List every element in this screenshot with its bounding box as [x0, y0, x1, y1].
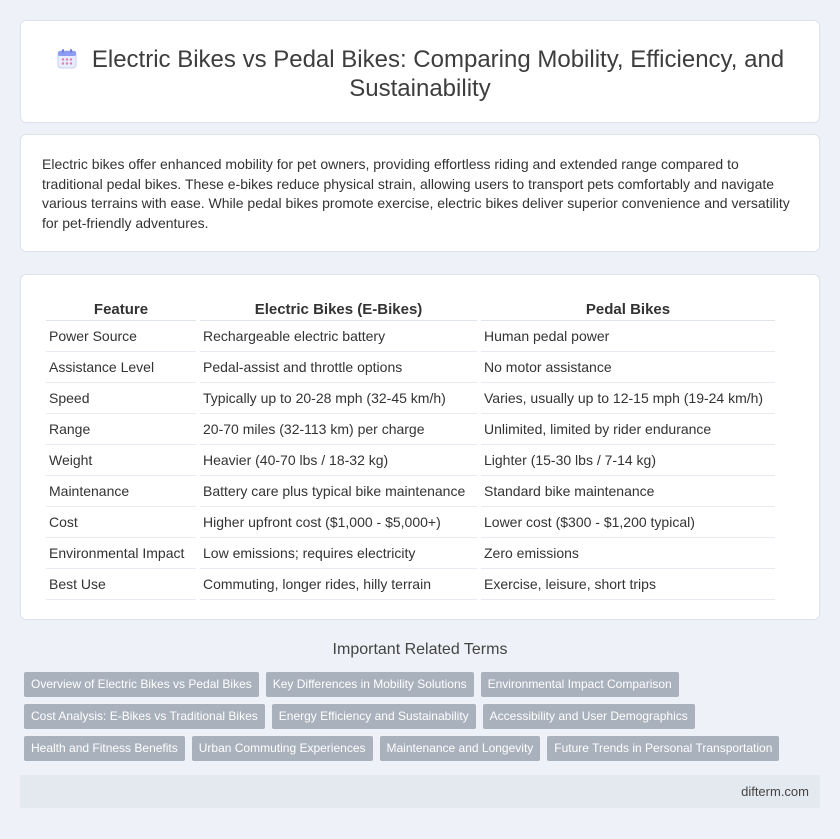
related-term-tag[interactable]: Health and Fitness Benefits — [24, 736, 185, 761]
electric-cell: Rechargeable electric battery — [200, 321, 477, 352]
electric-cell: Low emissions; requires electricity — [200, 538, 477, 569]
pedal-cell: Lighter (15-30 lbs / 7-14 kg) — [481, 445, 775, 476]
footer-site-link[interactable]: difterm.com — [741, 784, 809, 799]
table-header-row — [46, 295, 775, 321]
intro-card — [20, 134, 820, 252]
calendar-icon — [56, 48, 78, 70]
related-terms-row-3 — [24, 736, 779, 761]
table-row — [46, 414, 775, 445]
related-term-tag[interactable]: Maintenance and Longevity — [380, 736, 541, 761]
related-terms-row-2 — [24, 704, 695, 729]
pedal-cell: Standard bike maintenance — [481, 476, 775, 507]
feature-cell: Speed — [46, 383, 196, 414]
related-term-tag[interactable]: Overview of Electric Bikes vs Pedal Bikes — [24, 672, 259, 697]
pedal-cell: Unlimited, limited by rider endurance — [481, 414, 775, 445]
related-terms-title: Important Related Terms — [332, 641, 508, 658]
pedal-cell: Zero emissions — [481, 538, 775, 569]
table-row — [46, 383, 775, 414]
comparison-table — [42, 295, 779, 600]
feature-cell: Environmental Impact — [46, 538, 196, 569]
related-term-tag[interactable]: Environmental Impact Comparison — [481, 672, 679, 697]
related-term-tag[interactable]: Future Trends in Personal Transportation — [547, 736, 779, 761]
column-header-feature: Feature — [46, 295, 196, 321]
footer — [20, 775, 820, 808]
electric-cell: Typically up to 20-28 mph (32-45 km/h) — [200, 383, 477, 414]
column-header-pedal: Pedal Bikes — [481, 295, 775, 321]
pedal-cell: No motor assistance — [481, 352, 775, 383]
feature-cell: Range — [46, 414, 196, 445]
related-term-tag[interactable]: Accessibility and User Demographics — [483, 704, 695, 729]
table-row — [46, 321, 775, 352]
related-term-tag[interactable]: Urban Commuting Experiences — [192, 736, 373, 761]
feature-cell: Cost — [46, 507, 196, 538]
header-card — [20, 20, 820, 123]
electric-cell: Pedal-assist and throttle options — [200, 352, 477, 383]
related-term-tag[interactable]: Key Differences in Mobility Solutions — [266, 672, 474, 697]
intro-paragraph: Electric bikes offer enhanced mobility for pet owners, providing effortless riding and extended range compared to traditional pedal bikes. These e-bikes reduce physical strain, allowing users to transport pets comfortably and navigate various terrains with ease. While pedal bikes promote exercise, electric bikes deliver superior convenience and versatility for pet-friendly adventures. — [42, 156, 790, 231]
comparison-card — [20, 274, 820, 620]
table-row — [46, 507, 775, 538]
feature-cell: Power Source — [46, 321, 196, 352]
related-terms-row-1 — [24, 672, 679, 697]
table-row — [46, 445, 775, 476]
pedal-cell: Lower cost ($300 - $1,200 typical) — [481, 507, 775, 538]
feature-cell: Best Use — [46, 569, 196, 600]
feature-cell: Maintenance — [46, 476, 196, 507]
page-title-text: Electric Bikes vs Pedal Bikes: Comparing Mobility, Efficiency, and Sustainability — [91, 46, 785, 102]
table-row — [46, 352, 775, 383]
electric-cell: Commuting, longer rides, hilly terrain — [200, 569, 477, 600]
electric-cell: 20-70 miles (32-113 km) per charge — [200, 414, 477, 445]
table-row — [46, 569, 775, 600]
related-term-tag[interactable]: Energy Efficiency and Sustainability — [272, 704, 476, 729]
feature-cell: Assistance Level — [46, 352, 196, 383]
pedal-cell: Human pedal power — [481, 321, 775, 352]
table-row — [46, 538, 775, 569]
feature-cell: Weight — [46, 445, 196, 476]
electric-cell: Higher upfront cost ($1,000 - $5,000+) — [200, 507, 477, 538]
column-header-electric: Electric Bikes (E-Bikes) — [200, 295, 477, 321]
pedal-cell: Exercise, leisure, short trips — [481, 569, 775, 600]
page-title — [21, 45, 819, 103]
electric-cell: Battery care plus typical bike maintenance — [200, 476, 477, 507]
table-row — [46, 476, 775, 507]
electric-cell: Heavier (40-70 lbs / 18-32 kg) — [200, 445, 477, 476]
related-term-tag[interactable]: Cost Analysis: E-Bikes vs Traditional Bikes — [24, 704, 265, 729]
pedal-cell: Varies, usually up to 12-15 mph (19-24 km/h) — [481, 383, 775, 414]
